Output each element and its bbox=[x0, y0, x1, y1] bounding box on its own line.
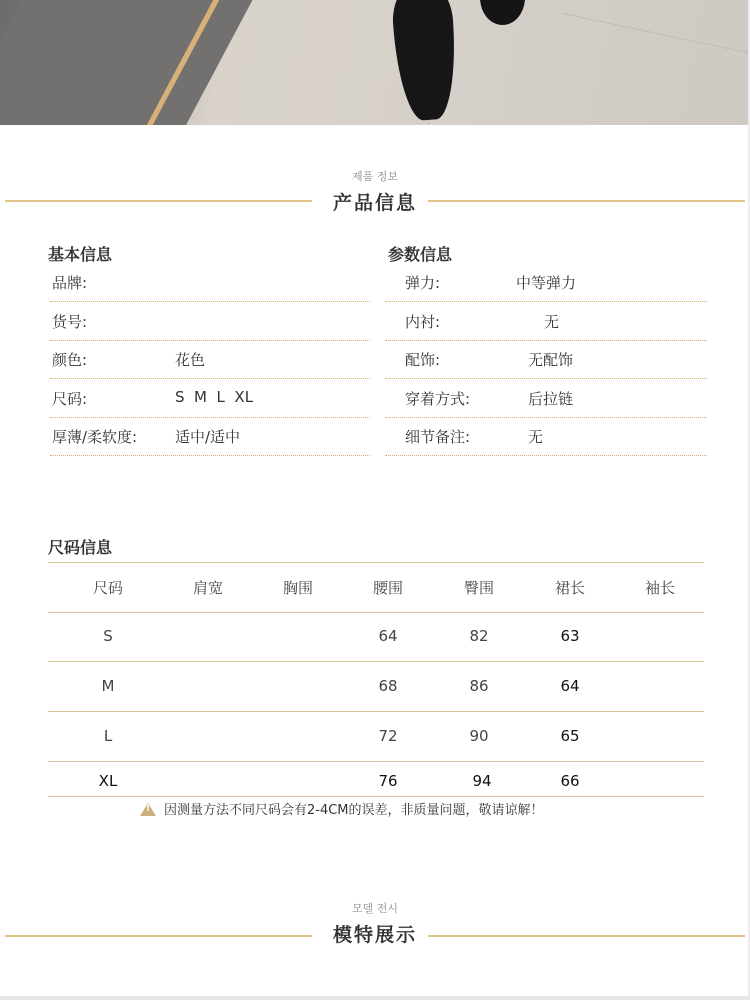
section-subtitle: 제품 정보 bbox=[351, 170, 398, 183]
table-rule bbox=[48, 661, 704, 662]
table-cell: 63 bbox=[560, 627, 580, 645]
column-header: 腰围 bbox=[372, 579, 403, 597]
dotted-divider bbox=[385, 417, 707, 418]
table-cell: 76 bbox=[378, 772, 398, 790]
info-key: 货号: bbox=[52, 312, 88, 331]
section-subtitle: 모델 전시 bbox=[351, 902, 398, 915]
info-value: 无 bbox=[528, 428, 544, 446]
divider-left bbox=[5, 935, 312, 937]
table-cell: M bbox=[101, 677, 115, 695]
table-rule bbox=[48, 796, 704, 797]
table-cell: 86 bbox=[469, 677, 489, 695]
dotted-divider bbox=[50, 378, 370, 379]
info-value: 后拉链 bbox=[528, 389, 574, 408]
table-cell: 68 bbox=[378, 677, 398, 695]
column-header: 裙长 bbox=[554, 579, 585, 597]
table-cell: 90 bbox=[469, 727, 489, 745]
info-value: 花色 bbox=[175, 351, 206, 369]
model-display-header bbox=[0, 900, 750, 947]
black-shoe bbox=[390, 0, 460, 122]
table-rule bbox=[48, 711, 704, 712]
column-header: 胸围 bbox=[282, 579, 313, 597]
table-cell: L bbox=[103, 727, 113, 745]
column-header: 尺码 bbox=[92, 579, 123, 597]
column-header: 肩宽 bbox=[192, 579, 223, 597]
info-key: 颜色: bbox=[52, 351, 88, 369]
dotted-divider bbox=[385, 455, 707, 456]
info-key: 内衬: bbox=[405, 312, 441, 331]
black-shoe bbox=[480, 0, 525, 25]
tile-seam bbox=[563, 13, 750, 68]
product-photo bbox=[0, 0, 750, 125]
basic-info-heading: 基本信息 bbox=[48, 245, 113, 264]
section-title: 模特展示 bbox=[332, 924, 417, 946]
measurement-note bbox=[140, 799, 640, 818]
column-header: 臀围 bbox=[463, 579, 494, 597]
info-key: 细节备注: bbox=[405, 428, 471, 446]
table-rule bbox=[48, 562, 704, 563]
dotted-divider bbox=[385, 340, 707, 341]
note-text: 因测量方法不同尺码会有2-4CM的误差，非质量问题，敬请谅解！ bbox=[164, 803, 544, 818]
dotted-divider bbox=[50, 301, 370, 302]
info-key: 弹力: bbox=[405, 274, 441, 292]
table-cell: 65 bbox=[560, 727, 580, 745]
table-cell: 66 bbox=[560, 772, 580, 790]
floor-mat bbox=[0, 0, 268, 125]
divider-right bbox=[428, 935, 745, 937]
table-rule bbox=[48, 612, 704, 613]
divider-left bbox=[5, 200, 312, 202]
param-info-heading: 参数信息 bbox=[388, 245, 453, 264]
dotted-divider bbox=[50, 455, 370, 456]
table-rule bbox=[48, 761, 704, 762]
table-cell: S bbox=[103, 627, 113, 645]
info-key: 穿着方式: bbox=[405, 389, 471, 408]
bottom-strip bbox=[0, 996, 750, 1000]
table-cell: 94 bbox=[472, 772, 492, 790]
info-key: 配饰: bbox=[405, 351, 441, 369]
table-cell: XL bbox=[98, 772, 118, 790]
dotted-divider bbox=[385, 378, 707, 379]
info-value: 中等弹力 bbox=[516, 274, 577, 292]
info-value: 适中/适中 bbox=[175, 428, 241, 446]
table-cell: 64 bbox=[560, 677, 580, 695]
product-info-header bbox=[0, 168, 750, 215]
section-title: 产品信息 bbox=[332, 192, 417, 214]
dotted-divider bbox=[50, 340, 370, 341]
table-cell: 64 bbox=[378, 627, 398, 645]
warning-icon bbox=[140, 803, 156, 816]
dotted-divider bbox=[50, 417, 370, 418]
info-value: 无配饰 bbox=[528, 351, 574, 369]
divider-right bbox=[428, 200, 745, 202]
dotted-divider bbox=[385, 301, 707, 302]
table-cell: 72 bbox=[378, 727, 398, 745]
size-info-heading: 尺码信息 bbox=[48, 538, 113, 557]
info-key: 尺码: bbox=[52, 389, 88, 408]
table-cell: 82 bbox=[469, 627, 489, 645]
info-key: 品牌: bbox=[52, 274, 88, 292]
info-value: S M L XL bbox=[175, 387, 254, 406]
info-value: 无 bbox=[544, 312, 560, 331]
info-key: 厚薄/柔软度: bbox=[52, 428, 138, 446]
column-header: 袖长 bbox=[644, 579, 675, 597]
